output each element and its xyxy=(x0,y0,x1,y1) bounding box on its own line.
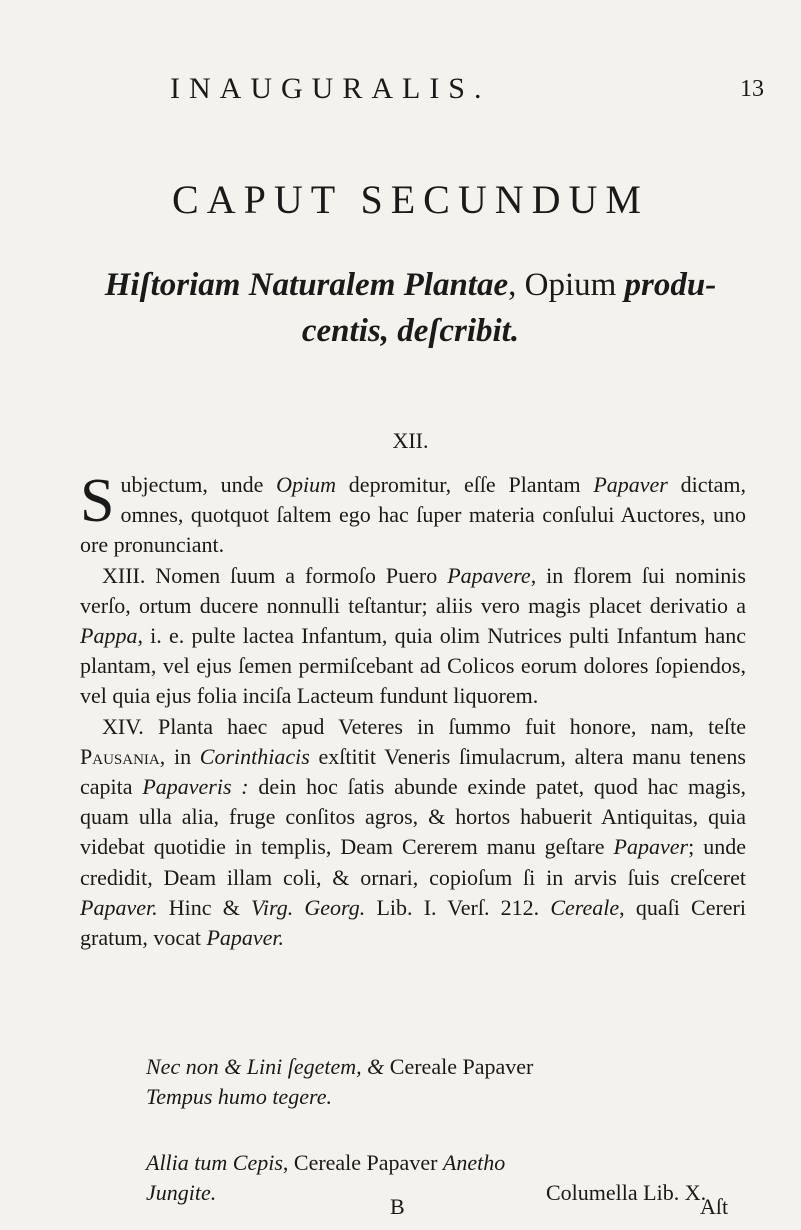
running-head: INAUGURALIS. xyxy=(170,72,491,105)
verse-italic: Allia tum Cepis xyxy=(146,1150,283,1175)
italic-term: Papaver. xyxy=(80,894,158,920)
summary-text: produ- xyxy=(616,267,717,303)
text: depromitur, eſſe Plantam xyxy=(336,472,594,497)
italic-term: Corinthiacis xyxy=(199,743,310,769)
quotation-columella xyxy=(146,1148,766,1208)
italic-term: Papavere xyxy=(447,562,531,588)
text: dein hoc ſatis abunde exinde patet, quod hac magis, quam ulla alia, fruge conſitos agros, & hortos habuerit Antiquitas, quia videbat quotidie in templis, Deam Cererem manu geſtare xyxy=(80,774,747,860)
citation: Columella Lib. X. xyxy=(546,1180,707,1205)
text: ubjectum, unde xyxy=(120,472,277,497)
italic-term: Virg. Georg. xyxy=(251,894,366,920)
paragraph-xii xyxy=(80,467,747,561)
drop-cap: S xyxy=(80,467,115,535)
verse-roman: , Cereale Papaver xyxy=(282,1150,443,1175)
text: XIV. Planta haec apud Veteres in ſummo fuit honore, nam, teſte xyxy=(102,713,746,739)
paragraph-xiv xyxy=(80,712,746,954)
text: ; unde credidit, Deam illam coli, & ornari, copioſum ſi in arvis ſuis creſceret xyxy=(80,834,746,890)
text: , quaſi Cereri gratum, vocat xyxy=(80,894,746,951)
text: Hinc & xyxy=(157,894,252,920)
body-text xyxy=(80,467,747,953)
italic-term: Opium xyxy=(276,472,337,497)
italic-term: Papaver. xyxy=(206,925,285,951)
verse-line xyxy=(146,1052,533,1082)
quotation-virgil xyxy=(146,1052,533,1112)
italic-term: Papaver xyxy=(613,834,689,860)
text: , i. e. pulte lactea Infantum, quia olim Nutrices pulti Infantum hanc plantam, vel ejus ſemen permiſcebant ad Colicos eorum dolores ſopiendos, vel quia ejus folia inciſa Lacteum fundunt liquorem. xyxy=(80,623,746,709)
text: exſtitit Veneris ſimulacrum, altera manu tenens capita xyxy=(80,743,746,800)
page-number: 13 xyxy=(740,76,764,102)
catchword: Aſt xyxy=(700,1194,729,1219)
verse-italic: Jungite. xyxy=(146,1180,217,1205)
verse-line xyxy=(146,1178,766,1208)
summary-line-2: centis, deſcribit. xyxy=(301,313,520,349)
chapter-title: CAPUT SECUNDUM xyxy=(172,177,649,222)
summary-line-1 xyxy=(20,262,801,308)
italic-term: Papaveris : xyxy=(142,774,249,800)
verse-italic: Nec non & Lini ſegetem, & xyxy=(146,1054,390,1079)
summary-opium: Opium xyxy=(524,267,617,303)
text: XIII. Nomen ſuum a formoſo Puero xyxy=(102,562,448,588)
paragraph-xiii xyxy=(80,561,746,712)
signature-mark: B xyxy=(390,1194,405,1219)
italic-term: Papaver xyxy=(593,472,668,497)
italic-term: Cereale xyxy=(550,894,620,920)
italic-term: Pappa xyxy=(80,623,138,649)
text: Lib. I. Verſ. 212. xyxy=(365,894,551,920)
text: , in xyxy=(159,743,200,769)
small-caps-name: Pausania xyxy=(80,743,160,769)
summary-text: Hiſtoriam Naturalem Plantae xyxy=(104,267,509,303)
verse-italic: Anetho xyxy=(442,1150,506,1175)
text: dictam, omnes, quotquot ſaltem ego hac ſuper materia conſului Auctores, uno ore pronunciant. xyxy=(80,472,747,558)
verse-line: Tempus humo tegere. xyxy=(146,1084,332,1109)
summary-separator: , xyxy=(508,267,525,303)
text: , in florem ſui nominis verſo, ortum ducere nonnulli teſtantur; aliis vero magis placet derivatio a xyxy=(80,562,746,618)
verse-roman: Cereale Papaver xyxy=(389,1054,534,1079)
verse-line xyxy=(146,1148,766,1178)
chapter-summary xyxy=(0,262,801,354)
section-number: XII. xyxy=(392,428,429,453)
